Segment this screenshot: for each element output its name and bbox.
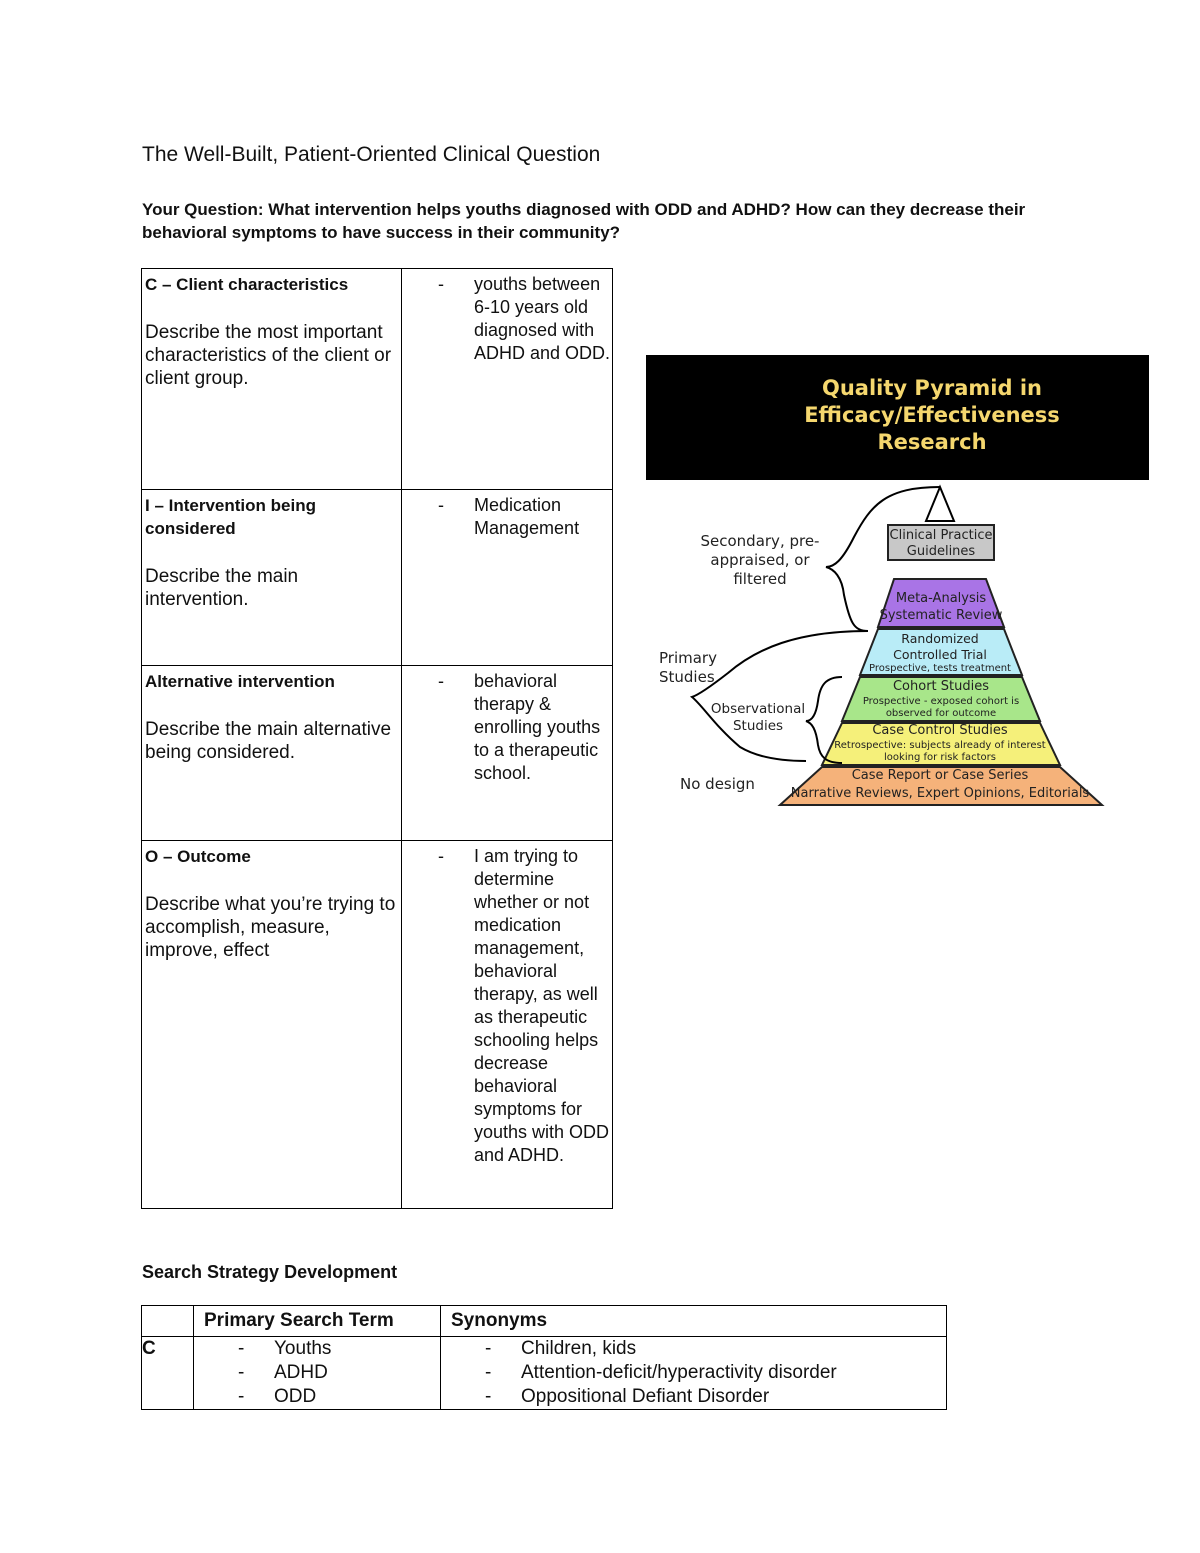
bullet-dash: - <box>238 1362 245 1383</box>
bullet-dash: - <box>438 846 444 866</box>
list-item <box>441 1385 946 1409</box>
bullet-dash: - <box>438 671 444 691</box>
pyramid-title-line-2: Efficacy/Effectiveness <box>804 403 1060 427</box>
synonym: Attention-deficit/hyperactivity disorder <box>521 1362 837 1383</box>
list-item <box>441 1361 946 1385</box>
tier-label: Prospective - exposed cohort is <box>862 696 1020 707</box>
answer-text: youths between 6-10 years old diagnosed with ADHD and ODD. <box>474 274 611 363</box>
answer-text: Medication Management <box>474 495 580 538</box>
tier-label: Cohort Studies <box>892 679 990 694</box>
tier-label: Guidelines <box>906 544 976 559</box>
list-item <box>441 1337 946 1361</box>
side-label: Observational <box>710 701 806 717</box>
bullet-dash: - <box>238 1338 245 1359</box>
tier-label: Case Report or Case Series <box>851 768 1029 783</box>
row-heading: I – Intervention being considered <box>145 496 316 538</box>
column-header-letter <box>142 1306 194 1337</box>
side-label: Studies <box>659 668 715 686</box>
tier-label: Meta-Analysis <box>895 591 987 606</box>
client-characteristics-cell <box>142 269 402 490</box>
search-term: Youths <box>274 1338 332 1359</box>
pyramid-title-line-3: Research <box>877 430 987 454</box>
side-label: appraised, or <box>710 551 810 569</box>
table-row <box>142 841 613 1209</box>
alternative-intervention-answer <box>402 666 613 841</box>
row-description: Describe the main intervention. <box>145 566 299 610</box>
table-row <box>142 666 613 841</box>
document-title: The Well-Built, Patient-Oriented Clinical Question <box>142 143 601 166</box>
row-description: Describe what you’re trying to accomplish, measure, improve, effect <box>145 894 396 961</box>
pyramid-title-line-1: Quality Pyramid in <box>822 376 1042 400</box>
bullet-dash: - <box>438 495 444 515</box>
outcome-answer <box>402 841 613 1209</box>
tier-label: Clinical Practice <box>889 528 993 543</box>
bullet-dash: - <box>485 1386 492 1407</box>
side-label: No design <box>680 775 755 793</box>
row-heading: Alternative intervention <box>145 672 335 691</box>
list-item <box>194 1361 440 1385</box>
side-label: Secondary, pre- <box>700 532 820 550</box>
synonyms-cell <box>441 1337 947 1410</box>
tier-label: Systematic Review <box>879 608 1003 623</box>
tier-label: Retrospective: subjects already of interest <box>834 740 1046 751</box>
list-item <box>194 1385 440 1409</box>
bullet-dash: - <box>438 274 444 294</box>
row-description: Describe the most important characteristics of the client or client group. <box>145 322 392 389</box>
search-strategy-title: Search Strategy Development <box>142 1262 398 1282</box>
side-label: filtered <box>733 570 787 588</box>
pyramid-apex <box>926 487 954 521</box>
side-label: Primary <box>659 649 717 667</box>
search-term-table <box>141 1305 947 1410</box>
bullet-dash: - <box>485 1362 492 1383</box>
bullet-dash: - <box>485 1338 492 1359</box>
table-row <box>142 1337 947 1410</box>
row-heading: O – Outcome <box>145 847 251 866</box>
tier-label: Narrative Reviews, Expert Opinions, Editorials <box>790 786 1090 801</box>
tier-label: Prospective, tests treatment <box>869 663 1011 674</box>
tier-label: looking for risk factors <box>884 752 996 763</box>
column-header-primary-term: Primary Search Term <box>194 1306 441 1337</box>
cio-table <box>141 268 613 1209</box>
synonym: Children, kids <box>521 1338 637 1359</box>
answer-text: I am trying to determine whether or not medication management, behavioral therapy, as well as therapeutic schooling helps decrease behavioral symptoms for youths with ODD and ADHD. <box>474 846 610 1165</box>
primary-terms-cell <box>194 1337 441 1410</box>
list-item <box>194 1337 440 1361</box>
answer-text: behavioral therapy & enrolling youths to a therapeutic school. <box>474 671 601 783</box>
outcome-cell <box>142 841 402 1209</box>
alternative-intervention-cell <box>142 666 402 841</box>
synonym: Oppositional Defiant Disorder <box>521 1386 770 1407</box>
tier-label: Randomized <box>901 631 979 646</box>
row-heading: C – Client characteristics <box>145 275 349 294</box>
row-letter: C <box>142 1337 194 1410</box>
table-header-row <box>142 1306 947 1337</box>
clinical-question: Your Question: What intervention helps youths diagnosed with ODD and ADHD? How can they decrease their behavioral symptoms to have success in their community? <box>142 200 1026 242</box>
intervention-cell <box>142 490 402 666</box>
column-header-synonyms: Synonyms <box>441 1306 947 1337</box>
search-term: ODD <box>274 1386 317 1407</box>
bullet-dash: - <box>238 1386 245 1407</box>
search-term: ADHD <box>274 1362 328 1383</box>
tier-label: Case Control Studies <box>872 723 1008 738</box>
side-label: Studies <box>732 718 784 734</box>
table-row <box>142 490 613 666</box>
quality-pyramid-figure <box>646 355 1150 807</box>
tier-label: Controlled Trial <box>893 647 987 662</box>
intervention-answer <box>402 490 613 666</box>
client-characteristics-answer <box>402 269 613 490</box>
tier-label: observed for outcome <box>885 708 997 719</box>
table-row <box>142 269 613 490</box>
row-description: Describe the main alternative being considered. <box>145 719 392 763</box>
